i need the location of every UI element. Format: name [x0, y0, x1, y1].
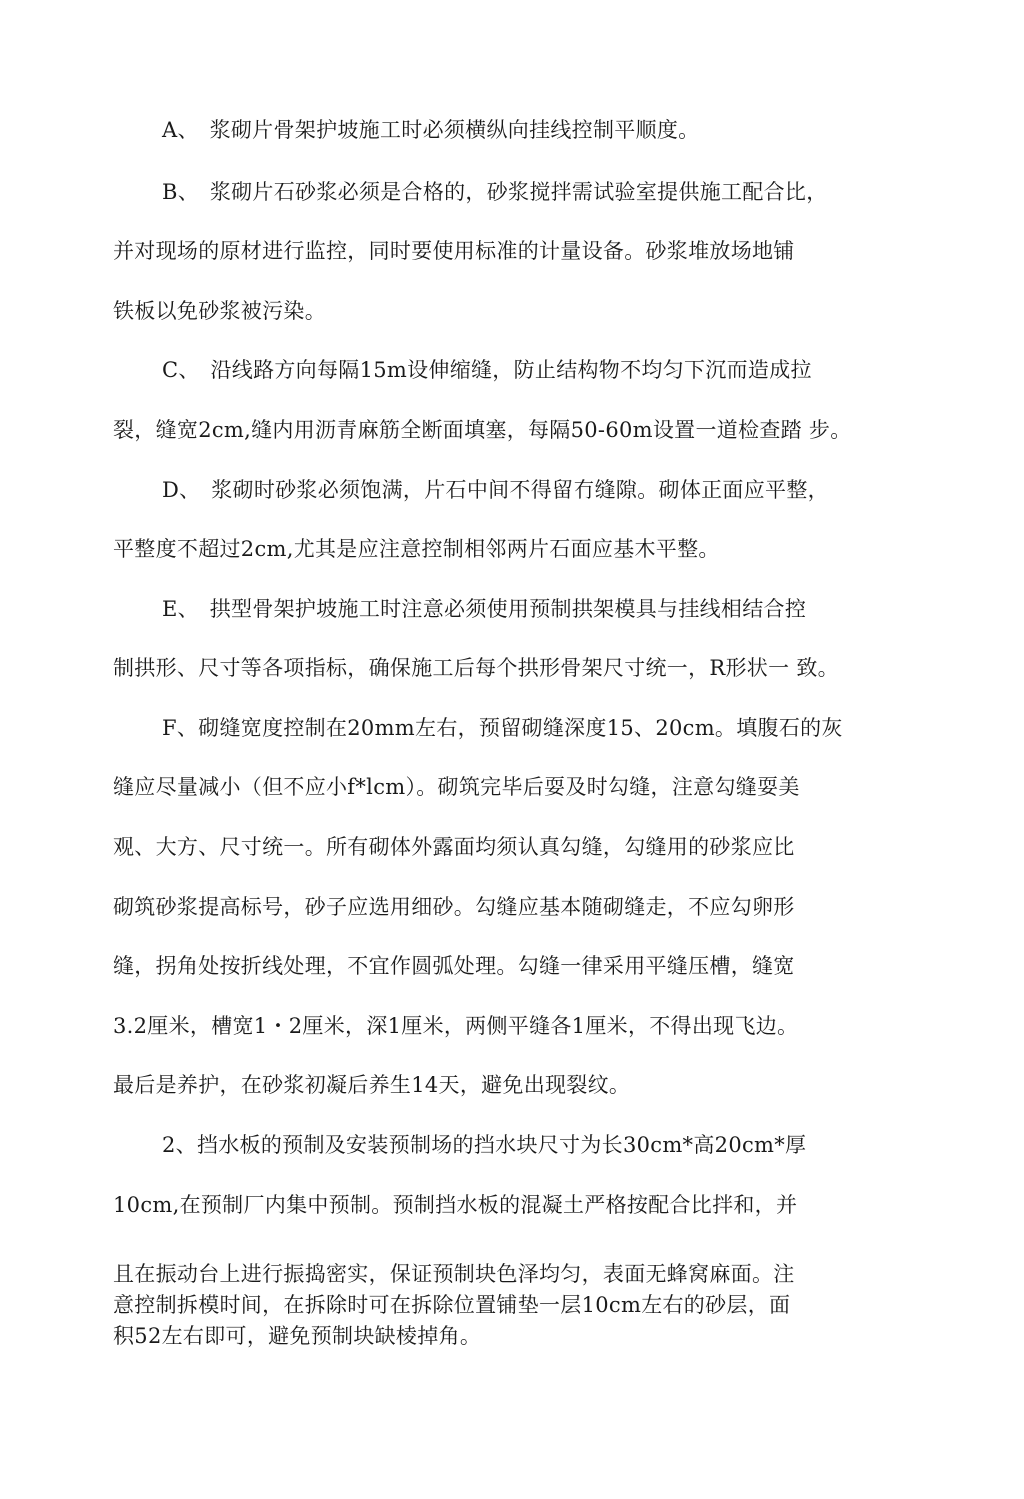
text-line: 并对现场的原材进行监控，同时要使用标准的计量设备。砂浆堆放场地铺: [113, 239, 795, 263]
text-line: 砌筑砂浆提高标号，砂子应选用细砂。勾缝应基本随砌缝走，不应勾卵形: [113, 895, 795, 919]
text-line: 平整度不超过2cm,尤其是应注意控制相邻两片石面应基木平整。: [113, 537, 720, 561]
text-line: 铁板以免砂浆被污染。: [113, 299, 326, 323]
text-line: 缝应尽量减小（但不应小f*lcm）。砌筑完毕后耍及时勾缝，注意勾缝耍美: [113, 775, 800, 799]
text-line-f: F、砌缝宽度控制在20mm左右，预留砌缝深度15、20cm。填腹石的灰: [162, 716, 843, 740]
text-line: 且在振动台上进行振捣密实，保证预制块色泽均匀，表面无蜂窝麻面。注: [113, 1262, 795, 1286]
text-line-c: C、 沿线路方向每隔15m设伸缩缝，防止结构物不均匀下沉而造成拉: [162, 358, 812, 382]
text-line: 缝，拐角处按折线处理，不宜作圆弧处理。勾缝一律采用平缝压槽，缝宽: [113, 954, 795, 978]
text-line-section-2: 2、挡水板的预制及安装预制场的挡水块尺寸为长30cm*高20cm*厚: [162, 1133, 807, 1157]
text-line: 制拱形、尺寸等各项指标，确保施工后每个拱形骨架尺寸统一，R形状一 致。: [113, 656, 839, 680]
text-line: 10cm,在预制厂内集中预制。预制挡水板的混凝土严格按配合比拌和，并: [113, 1193, 798, 1217]
text-line-d: D、 浆砌时砂浆必须饱满，片石中间不得留冇缝隙。砌体正面应平整，: [162, 478, 829, 502]
text-line-b: B、 浆砌片石砂浆必须是合格的，砂浆搅拌需试验室提供施工配合比，: [162, 180, 828, 204]
text-line: 最后是养护，在砂浆初凝后养生14天，避免出现裂纹。: [113, 1073, 631, 1097]
text-line: 积52左右即可，避免预制块缺棱掉角。: [113, 1324, 482, 1348]
text-line: 裂，缝宽2cm,缝内用沥青麻筋全断面填塞，每隔50-60m设置一道检查踏 步。: [113, 418, 852, 442]
text-line: 观、大方、尺寸统一。所有砌体外露面均须认真勾缝，勾缝用的砂浆应比: [113, 835, 795, 859]
text-line-a: A、 浆砌片骨架护坡施工时必须横纵向挂线控制平顺度。: [162, 118, 700, 142]
text-line: 意控制拆模时间，在拆除时可在拆除位置铺垫一层10cm左右的砂层，面: [113, 1293, 791, 1317]
text-line-e: E、 拱型骨架护坡施工时注意必须使用预制拱架模具与挂线相结合控: [162, 597, 807, 621]
text-line: 3.2厘米，槽宽1・2厘米，深1厘米，两侧平缝各1厘米，不得出现飞边。: [113, 1014, 799, 1038]
